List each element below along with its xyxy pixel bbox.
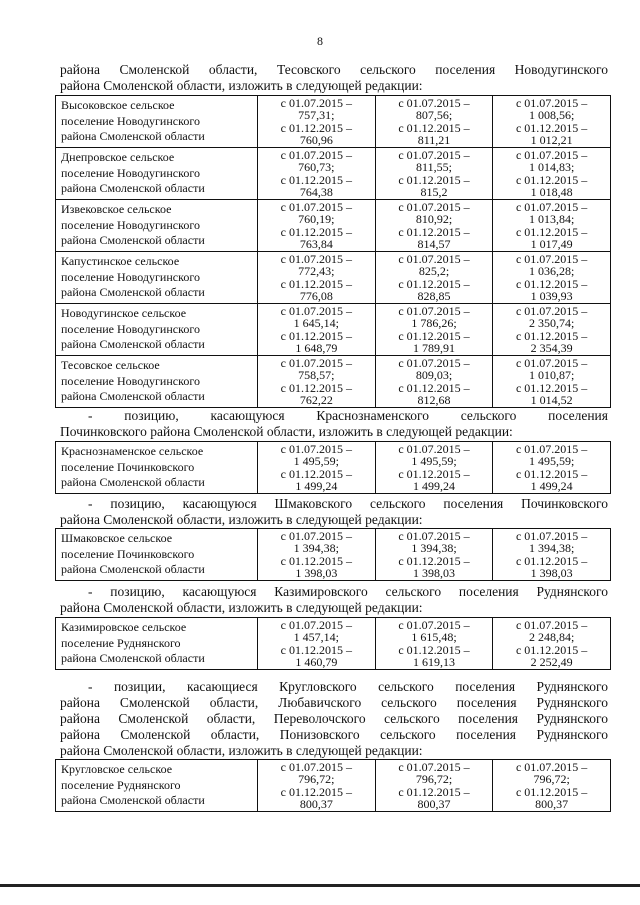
- table-row: [56, 442, 611, 494]
- tariff-cell: с 01.07.2015 – 1 014,83; с 01.12.2015 – 1 018,48: [493, 148, 611, 200]
- tariff-cell: с 01.07.2015 – 758,57; с 01.12.2015 – 762,22: [258, 356, 376, 408]
- tariff-cell: с 01.07.2015 – 760,73; с 01.12.2015 – 764,38: [258, 148, 376, 200]
- paragraph-line: - позицию, касающуюся Казимировского сельского поселения Руднянского: [88, 584, 608, 599]
- kazimirovskoe-paragraph: [60, 584, 608, 616]
- tariff-cell: с 01.07.2015 – 1 495,59; с 01.12.2015 – 1 499,24: [375, 442, 493, 494]
- tariff-cell: с 01.07.2015 – 1 457,14; с 01.12.2015 – 1 460,79: [258, 618, 376, 670]
- paragraph-line: - позиции, касающиеся Кругловского сельского поселения Руднянского: [88, 679, 608, 694]
- tariff-cell: с 01.07.2015 – 809,03; с 01.12.2015 – 812,68: [375, 356, 493, 408]
- shmakovskoe-paragraph: [60, 496, 608, 528]
- table-row: [56, 618, 611, 670]
- paragraph-line: района Смоленской области, изложить в следующей редакции:: [60, 512, 423, 527]
- paragraph-line: района Смоленской области, изложить в следующей редакции:: [60, 78, 423, 93]
- tariff-table-kazimirovskoe: [55, 617, 611, 670]
- krasnoznamenskoe-paragraph: [60, 408, 608, 440]
- table-row: [56, 148, 611, 200]
- settlement-name-cell: Капустинское сельское поселение Новодугинского района Смоленской области: [56, 252, 258, 304]
- tariff-cell: с 01.07.2015 – 1 013,84; с 01.12.2015 – 1 017,49: [493, 200, 611, 252]
- paragraph-line: района Смоленской области, Тесовского сельского поселения Новодугинского: [60, 62, 608, 77]
- paragraph-line: района Смоленской области, Переволочского сельского поселения Руднянского: [60, 711, 608, 726]
- tariff-table-novodugino: [55, 95, 611, 408]
- tariff-cell: с 01.07.2015 – 1 036,28; с 01.12.2015 – 1 039,93: [493, 252, 611, 304]
- table-row: [56, 304, 611, 356]
- tariff-cell: с 01.07.2015 – 796,72; с 01.12.2015 – 800,37: [493, 760, 611, 812]
- tariff-cell: с 01.07.2015 – 1 615,48; с 01.12.2015 – 1 619,13: [375, 618, 493, 670]
- table-row: [56, 200, 611, 252]
- kruglovskoe-paragraph: [60, 679, 608, 759]
- table-row: [56, 252, 611, 304]
- tariff-cell: с 01.07.2015 – 1 786,26; с 01.12.2015 – 1 789,91: [375, 304, 493, 356]
- tariff-cell: с 01.07.2015 – 2 350,74; с 01.12.2015 – 2 354,39: [493, 304, 611, 356]
- table-row: [56, 356, 611, 408]
- tariff-cell: с 01.07.2015 – 760,19; с 01.12.2015 – 763,84: [258, 200, 376, 252]
- paragraph-line: района Смоленской области, Понизовского сельского поселения Руднянского: [60, 727, 608, 742]
- settlement-name-cell: Краснознаменское сельское поселение Починковского района Смоленской области: [56, 442, 258, 494]
- tariff-cell: с 01.07.2015 – 810,92; с 01.12.2015 – 814,57: [375, 200, 493, 252]
- tariff-cell: с 01.07.2015 – 757,31; с 01.12.2015 – 760,96: [258, 96, 376, 148]
- tariff-cell: с 01.07.2015 – 811,55; с 01.12.2015 – 815,2: [375, 148, 493, 200]
- page-number: 8: [317, 34, 323, 48]
- settlement-name-cell: Казимировское сельское поселение Руднянского района Смоленской области: [56, 618, 258, 670]
- paragraph-line: района Смоленской области, изложить в следующей редакции:: [60, 743, 423, 758]
- tariff-cell: с 01.07.2015 – 1 394,38; с 01.12.2015 – 1 398,03: [258, 529, 376, 581]
- tariff-cell: с 01.07.2015 – 772,43; с 01.12.2015 – 776,08: [258, 252, 376, 304]
- tariff-cell: с 01.07.2015 – 1 495,59; с 01.12.2015 – 1 499,24: [493, 442, 611, 494]
- settlement-name-cell: Днепровское сельское поселение Новодугинского района Смоленской области: [56, 148, 258, 200]
- intro-paragraph: [60, 62, 608, 94]
- tariff-cell: с 01.07.2015 – 1 394,38; с 01.12.2015 – 1 398,03: [375, 529, 493, 581]
- tariff-cell: с 01.07.2015 – 796,72; с 01.12.2015 – 800,37: [375, 760, 493, 812]
- settlement-name-cell: Новодугинское сельское поселение Новодугинского района Смоленской области: [56, 304, 258, 356]
- table-row: [56, 760, 611, 812]
- tariff-table-krasnoznamenskoe: [55, 441, 611, 494]
- table-row: [56, 96, 611, 148]
- paragraph-line: - позицию, касающуюся Краснознаменского сельского поселения: [88, 408, 608, 423]
- tariff-cell: с 01.07.2015 – 1 394,38; с 01.12.2015 – 1 398,03: [493, 529, 611, 581]
- tariff-cell: с 01.07.2015 – 1 010,87; с 01.12.2015 – 1 014,52: [493, 356, 611, 408]
- paragraph-line: района Смоленской области, Любавичского сельского поселения Руднянского: [60, 695, 608, 710]
- paragraph-line: района Смоленской области, изложить в следующей редакции:: [60, 600, 423, 615]
- table-row: [56, 529, 611, 581]
- settlement-name-cell: Извековское сельское поселение Новодугинского района Смоленской области: [56, 200, 258, 252]
- tariff-cell: с 01.07.2015 – 1 645,14; с 01.12.2015 – 1 648,79: [258, 304, 376, 356]
- tariff-table-shmakovskoe: [55, 528, 611, 581]
- settlement-name-cell: Шмаковское сельское поселение Починковского района Смоленской области: [56, 529, 258, 581]
- tariff-cell: с 01.07.2015 – 1 008,56; с 01.12.2015 – 1 012,21: [493, 96, 611, 148]
- settlement-name-cell: Высоковское сельское поселение Новодугинского района Смоленской области: [56, 96, 258, 148]
- tariff-cell: с 01.07.2015 – 1 495,59; с 01.12.2015 – 1 499,24: [258, 442, 376, 494]
- settlement-name-cell: Тесовское сельское поселение Новодугинского района Смоленской области: [56, 356, 258, 408]
- paragraph-line: Починковского района Смоленской области, изложить в следующей редакции:: [60, 424, 513, 439]
- tariff-cell: с 01.07.2015 – 825,2; с 01.12.2015 – 828,85: [375, 252, 493, 304]
- settlement-name-cell: Кругловское сельское поселение Руднянского района Смоленской области: [56, 760, 258, 812]
- paragraph-line: - позицию, касающуюся Шмаковского сельского поселения Починковского: [88, 496, 608, 511]
- tariff-cell: с 01.07.2015 – 807,56; с 01.12.2015 – 811,21: [375, 96, 493, 148]
- tariff-cell: с 01.07.2015 – 796,72; с 01.12.2015 – 800,37: [258, 760, 376, 812]
- page-bottom-rule: [0, 884, 640, 887]
- tariff-table-kruglovskoe: [55, 759, 611, 812]
- tariff-cell: с 01.07.2015 – 2 248,84; с 01.12.2015 – 2 252,49: [493, 618, 611, 670]
